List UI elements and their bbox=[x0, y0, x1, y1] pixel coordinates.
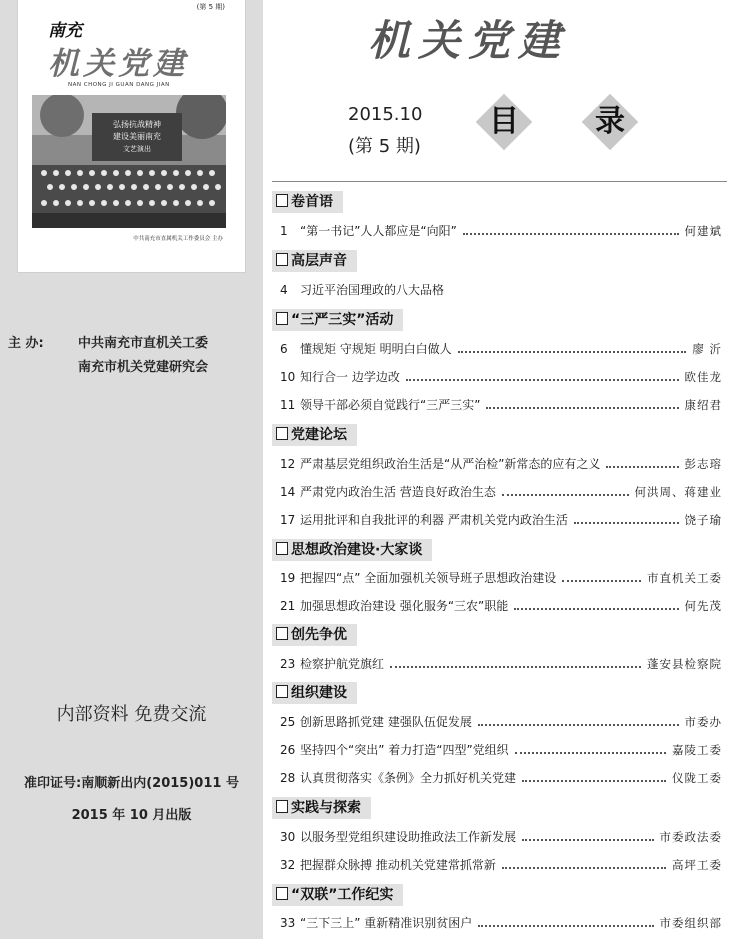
internal-notice: 内部资料 免费交流 bbox=[56, 704, 207, 725]
toc-section: “双联”工作纪实 bbox=[272, 884, 403, 906]
photo-banner-line-3: 文艺演出 bbox=[123, 145, 151, 153]
toc-section: 卷首语 bbox=[272, 191, 343, 213]
issue-number: (第 5 期) bbox=[348, 136, 421, 157]
checkbox-square-icon bbox=[276, 427, 288, 440]
toc-entry[interactable]: 25 创新思路抓党建 建强队伍促发展 市委办 bbox=[280, 715, 722, 729]
toc-entry[interactable]: 30 以服务型党组织建设助推政法工作新发展 市委政法委 bbox=[280, 830, 722, 844]
toc-entry[interactable]: 4 习近平治国理政的八大品格 bbox=[280, 283, 445, 297]
cover-issue-number: (第 5 期) bbox=[196, 3, 225, 11]
sponsor-line-2: 南充市机关党建研究会 bbox=[78, 360, 209, 375]
cover-thumbnail[interactable] bbox=[18, 0, 245, 272]
toc-divider bbox=[272, 181, 727, 182]
publish-date: 2015 年 10 月出版 bbox=[71, 808, 192, 823]
checkbox-square-icon bbox=[276, 194, 288, 207]
checkbox-square-icon bbox=[276, 253, 288, 266]
toc-entry[interactable]: 14 严肃党内政治生活 营造良好政治生态 何洪周、蒋建业 bbox=[280, 485, 722, 499]
contents-heading-1: 目 bbox=[489, 104, 519, 139]
toc-entry[interactable]: 32 把握群众脉搏 推动机关党建常抓常新 高坪工委 bbox=[280, 858, 722, 872]
toc-section: “三严三实”活动 bbox=[272, 309, 403, 331]
toc-entry[interactable]: 23 检察护航党旗红 蓬安县检察院 bbox=[280, 657, 722, 671]
cover-pinyin: NAN CHONG JI GUAN DANG JIAN bbox=[68, 82, 170, 88]
issue-date: 2015.10 bbox=[348, 104, 423, 125]
sponsor-line-1: 中共南充市直机关工委 bbox=[78, 336, 209, 351]
toc-entry[interactable]: 12 严肃基层党组织政治生活是“从严治检”新常态的应有之义 彭志瑢 bbox=[280, 457, 722, 471]
checkbox-square-icon bbox=[276, 627, 288, 640]
checkbox-square-icon bbox=[276, 312, 288, 325]
photo-banner-line-1: 弘扬抗战精神 bbox=[113, 120, 161, 129]
cover-city: 南充 bbox=[48, 21, 82, 41]
magazine-title: 机关党建 bbox=[368, 16, 569, 65]
checkbox-square-icon bbox=[276, 887, 288, 900]
toc-entry[interactable]: 28 认真贯彻落实《条例》全力抓好机关党建 仪陇工委 bbox=[280, 771, 722, 785]
toc-entry[interactable]: 19 把握四“点” 全面加强机关领导班子思想政治建设 市直机关工委 bbox=[280, 571, 722, 585]
cover-photo bbox=[32, 95, 226, 228]
toc-section: 创先争优 bbox=[272, 624, 357, 646]
toc-entry[interactable]: 17 运用批评和自我批评的利器 严肃机关党内政治生活 饶子瑜 bbox=[280, 513, 722, 527]
toc-entry[interactable]: 33 “三下三上” 重新精准识别贫困户 市委组织部 bbox=[280, 916, 722, 930]
checkbox-square-icon bbox=[276, 542, 288, 555]
toc-entry[interactable]: 26 坚持四个“突出” 着力打造“四型”党组织 嘉陵工委 bbox=[280, 743, 722, 757]
toc-entry[interactable]: 11 领导干部必须自觉践行“三严三实” 康绍君 bbox=[280, 398, 722, 412]
license-number: 准印证号:南顺新出内(2015)011 号 bbox=[24, 776, 239, 791]
cover-sponsor: 中共南充市直属机关工作委员会 主办 bbox=[133, 236, 223, 242]
contents-heading-2: 录 bbox=[595, 104, 625, 139]
checkbox-square-icon bbox=[276, 685, 288, 698]
toc-entry[interactable]: 10 知行合一 边学边改 欧佳龙 bbox=[280, 370, 722, 384]
toc-section: 组织建设 bbox=[272, 682, 357, 704]
left-column bbox=[0, 0, 263, 939]
toc-section: 思想政治建设·大家谈 bbox=[272, 539, 432, 561]
toc-section: 实践与探索 bbox=[272, 797, 371, 819]
toc-section: 高层声音 bbox=[272, 250, 357, 272]
toc-entry[interactable]: 21 加强思想政治建设 强化服务“三农”职能 何先茂 bbox=[280, 599, 722, 613]
photo-banner-line-2: 建设美丽南充 bbox=[113, 132, 161, 141]
toc-section: 党建论坛 bbox=[272, 424, 357, 446]
checkbox-square-icon bbox=[276, 800, 288, 813]
toc-entry[interactable]: 1 “第一书记”人人都应是“向阳” 何建斌 bbox=[280, 224, 722, 238]
toc-entry[interactable]: 6 懂规矩 守规矩 明明白白做人 廖 沂 bbox=[280, 342, 722, 356]
cover-title: 机关党建 bbox=[48, 46, 188, 82]
sponsor-label: 主 办: bbox=[8, 336, 44, 351]
